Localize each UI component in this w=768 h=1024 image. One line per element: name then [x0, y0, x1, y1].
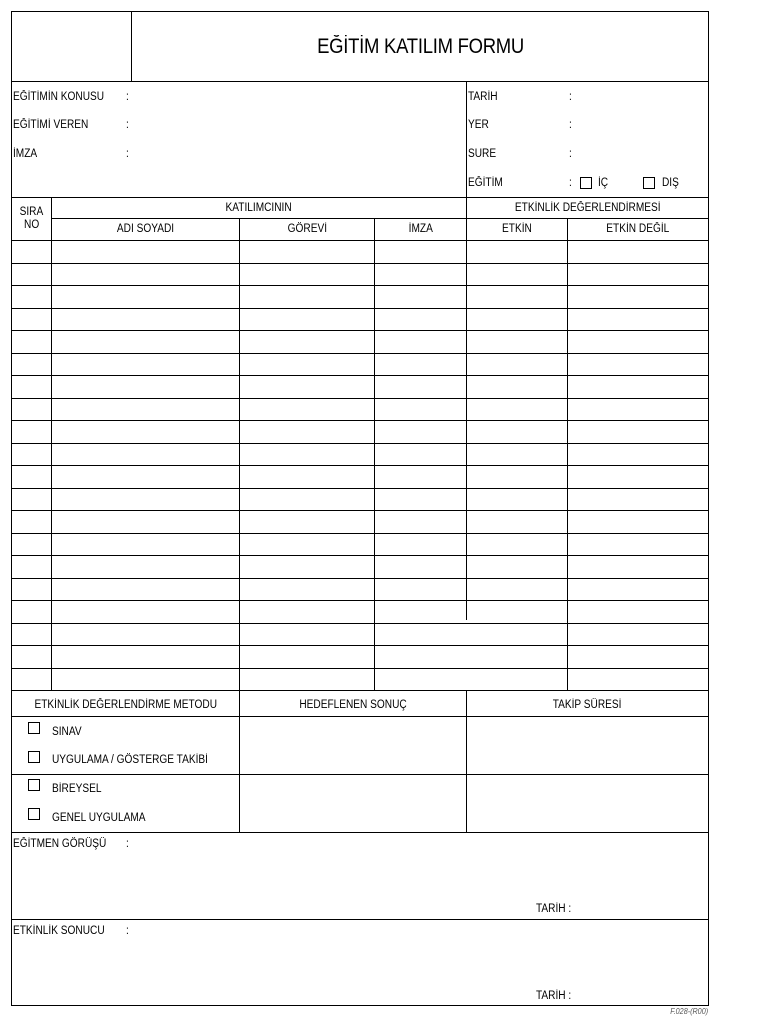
info-divider — [466, 81, 467, 620]
internal-option-label: İÇ — [598, 177, 609, 189]
name-position-divider — [239, 218, 240, 690]
general-option-label: GENEL UYGULAMA — [52, 812, 146, 824]
external-option-label: DIŞ — [662, 177, 679, 189]
duration-colon: : — [569, 148, 572, 160]
activity-result-label: ETKİNLİK SONUCU — [13, 925, 105, 937]
table-row-line — [12, 488, 708, 489]
followup-header: TAKİP SÜRESİ — [553, 699, 622, 711]
trainer-colon: : — [126, 119, 129, 131]
opinion-bottom-line — [12, 919, 708, 920]
target-followup-divider — [466, 690, 467, 832]
trainer-opinion-date-label: TARİH : — [536, 903, 572, 915]
table-row-line — [12, 690, 708, 691]
duration-label: SÜRE — [468, 148, 497, 160]
table-row-line — [12, 645, 708, 646]
table-row-line — [12, 510, 708, 511]
trainer-opinion-colon: : — [126, 838, 129, 850]
method-header: ETKİNLİK DEĞERLENDİRME METODU — [34, 699, 217, 711]
date-colon: : — [569, 91, 572, 103]
form-title: EĞİTİM KATILIM FORMU — [317, 35, 525, 58]
method-middle-line — [12, 774, 708, 775]
table-row-line — [12, 623, 708, 624]
practice-checkbox[interactable] — [28, 751, 40, 763]
table-row-line — [12, 353, 708, 354]
table-row-line — [12, 465, 708, 466]
trainer-opinion-label: EĞİTMEN GÖRÜŞÜ — [13, 838, 107, 850]
signature-label: İMZA — [13, 148, 38, 160]
training-attendance-form — [11, 11, 709, 1006]
signature-colon: : — [126, 148, 129, 160]
table-row-line — [12, 600, 708, 601]
table-row-line — [12, 668, 708, 669]
trainer-label: EĞİTİMİ VEREN — [13, 119, 89, 131]
internal-checkbox[interactable] — [580, 177, 592, 189]
effective-divider — [567, 218, 568, 690]
evaluation-header: ETKİNLİK DEĞERLENDİRMESİ — [514, 202, 661, 214]
title-bottom-line — [12, 81, 708, 82]
sira-header-line1: SIRA — [19, 206, 44, 218]
activity-result-colon: : — [126, 925, 129, 937]
info-bottom-line — [12, 197, 708, 198]
table-row-line — [12, 578, 708, 579]
method-header-bottom-line — [12, 716, 708, 717]
position-signature-divider — [374, 218, 375, 690]
table-row-line — [12, 263, 708, 264]
method-bottom-line — [12, 832, 708, 833]
topic-label: EĞİTİMİN KONUSU — [13, 91, 105, 103]
not-effective-column-header: ETKİN DEĞİL — [606, 223, 670, 235]
training-type-colon: : — [569, 177, 572, 189]
topic-colon: : — [126, 91, 129, 103]
name-column-header: ADI SOYADI — [116, 223, 175, 235]
table-row-line — [12, 443, 708, 444]
subheader-line — [51, 218, 708, 219]
external-checkbox[interactable] — [643, 177, 655, 189]
document-code: F.028-(R00) — [670, 1007, 708, 1016]
participant-header: KATILIMCININ — [225, 202, 293, 214]
effective-column-header: ETKİN — [502, 223, 532, 235]
logo-area — [12, 12, 131, 81]
exam-option-label: SINAV — [52, 726, 82, 738]
table-row-line — [12, 375, 708, 376]
table-row-line — [12, 285, 708, 286]
table-row-line — [12, 555, 708, 556]
individual-option-label: BİREYSEL — [52, 783, 102, 795]
general-checkbox[interactable] — [28, 808, 40, 820]
table-row-line — [12, 308, 708, 309]
place-label: YER — [468, 119, 489, 131]
table-row-line — [12, 330, 708, 331]
individual-checkbox[interactable] — [28, 779, 40, 791]
sira-header-line2: NO — [23, 219, 40, 231]
date-label: TARİH — [468, 91, 498, 103]
table-row-line — [12, 420, 708, 421]
training-type-label: EĞİTİM — [468, 177, 503, 189]
position-column-header: GÖREVİ — [287, 223, 327, 235]
place-colon: : — [569, 119, 572, 131]
signature-column-header: İMZA — [408, 223, 433, 235]
table-row-line — [12, 240, 708, 241]
activity-result-date-label: TARİH : — [536, 990, 572, 1002]
table-row-line — [12, 533, 708, 534]
exam-checkbox[interactable] — [28, 722, 40, 734]
practice-option-label: UYGULAMA / GÖSTERGE TAKİBİ — [52, 754, 208, 766]
target-header: HEDEFLENEN SONUÇ — [299, 699, 407, 711]
table-row-line — [12, 398, 708, 399]
